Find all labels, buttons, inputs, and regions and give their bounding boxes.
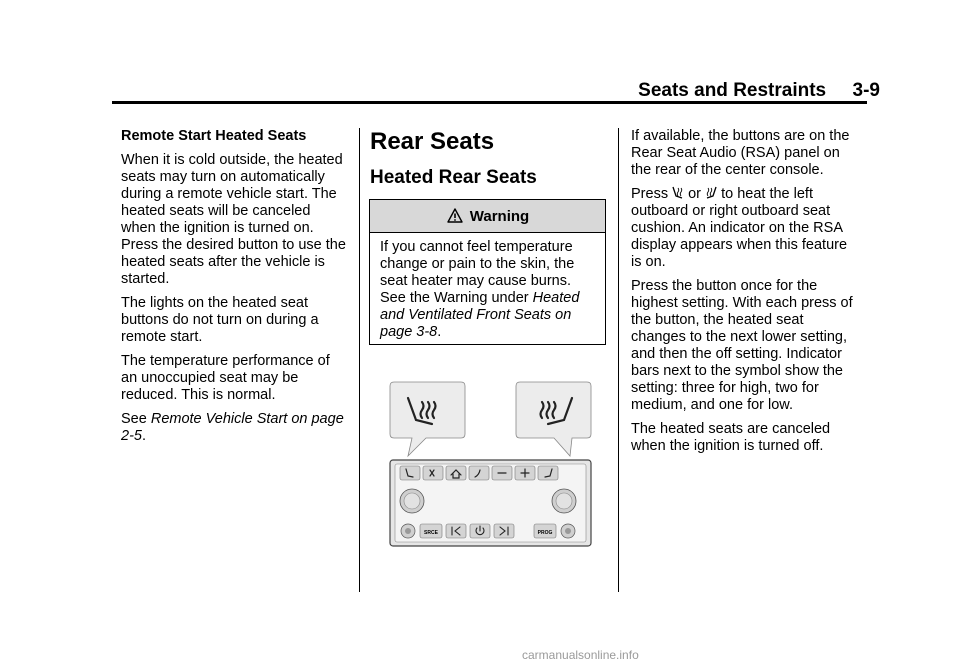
paragraph: The lights on the heated seat buttons do not turn on during a remote start. bbox=[121, 295, 319, 345]
rsa-panel bbox=[390, 460, 591, 546]
seat-heat-right-button[interactable] bbox=[538, 466, 558, 480]
column-3 bbox=[631, 128, 861, 462]
warning-label: Warning bbox=[469, 207, 530, 225]
cross-reference-link[interactable]: Remote Vehicle Start on page 2-5 bbox=[121, 411, 344, 444]
paragraph: Press the button once for the highest setting. With each press of the button, the heated seat changes to the next lower setting, and then the off setting. Indicator bars next to the symbol show the setting: three for high, two for medium, and one for low. bbox=[631, 278, 853, 413]
subsection-heading: Heated Rear Seats bbox=[370, 167, 537, 188]
subheading-remote-start: Remote Start Heated Seats bbox=[121, 128, 307, 144]
next-button[interactable] bbox=[494, 524, 514, 538]
text: to heat the left outboard or right outboard seat cushion. An indicator on the RSA display appears when this feature is on. bbox=[631, 186, 848, 270]
paragraph: The temperature performance of an unoccupied seat may be reduced. This is normal. bbox=[121, 353, 330, 403]
column-1 bbox=[121, 128, 346, 452]
paragraph: If available, the buttons are on the Rear Seat Audio (RSA) panel on the rear of the center console. bbox=[631, 128, 850, 178]
text: or bbox=[684, 186, 706, 202]
text: . bbox=[141, 428, 146, 444]
seat-heat-left-icon bbox=[672, 186, 684, 200]
source-button-label: SRCE bbox=[424, 530, 438, 536]
paragraph: When it is cold outside, the heated seats may turn on automatically during a remote vehicle start. The heated seats will be canceled when the ignition is turned on. Press the desired button to use the heated seats after the vehicle is started. bbox=[121, 152, 346, 287]
text: . bbox=[437, 324, 442, 340]
right-callout-bubble bbox=[516, 382, 591, 456]
fan-button[interactable] bbox=[423, 466, 443, 480]
warning-header bbox=[370, 200, 605, 233]
watermark: carmanualsonline.info bbox=[522, 648, 639, 662]
text: Press bbox=[631, 186, 673, 202]
warning-box bbox=[369, 199, 606, 345]
column-divider bbox=[359, 128, 360, 592]
left-volume-knob[interactable] bbox=[400, 489, 424, 513]
left-jack[interactable] bbox=[401, 524, 415, 538]
right-volume-knob[interactable] bbox=[552, 489, 576, 513]
rsa-panel-figure bbox=[386, 380, 596, 548]
page-header bbox=[638, 80, 880, 102]
seat-heat-right-icon bbox=[705, 186, 717, 200]
section-title: Seats and Restraints bbox=[638, 80, 827, 101]
right-jack[interactable] bbox=[561, 524, 575, 538]
header-rule bbox=[112, 101, 867, 104]
cross-reference-link[interactable]: Heated and Ventilated Front Seats on page 3-8 bbox=[380, 290, 580, 340]
page-number: 3-9 bbox=[852, 80, 880, 101]
warning-text bbox=[370, 233, 605, 347]
warning-icon bbox=[446, 207, 464, 225]
paragraph bbox=[121, 411, 346, 445]
text: See bbox=[121, 411, 151, 427]
column-divider bbox=[618, 128, 619, 592]
text: If you cannot feel temperature change or pain to the skin, the seat heater may cause burns. See the Warning under bbox=[380, 239, 575, 306]
paragraph: The heated seats are canceled when the ignition is turned off. bbox=[631, 421, 831, 454]
seat-heat-left-button[interactable] bbox=[400, 466, 420, 480]
section-heading: Rear Seats bbox=[370, 128, 495, 155]
prog-button-label: PROG bbox=[537, 530, 553, 536]
prev-button[interactable] bbox=[446, 524, 466, 538]
paragraph bbox=[631, 186, 861, 271]
left-callout-bubble bbox=[390, 382, 465, 456]
